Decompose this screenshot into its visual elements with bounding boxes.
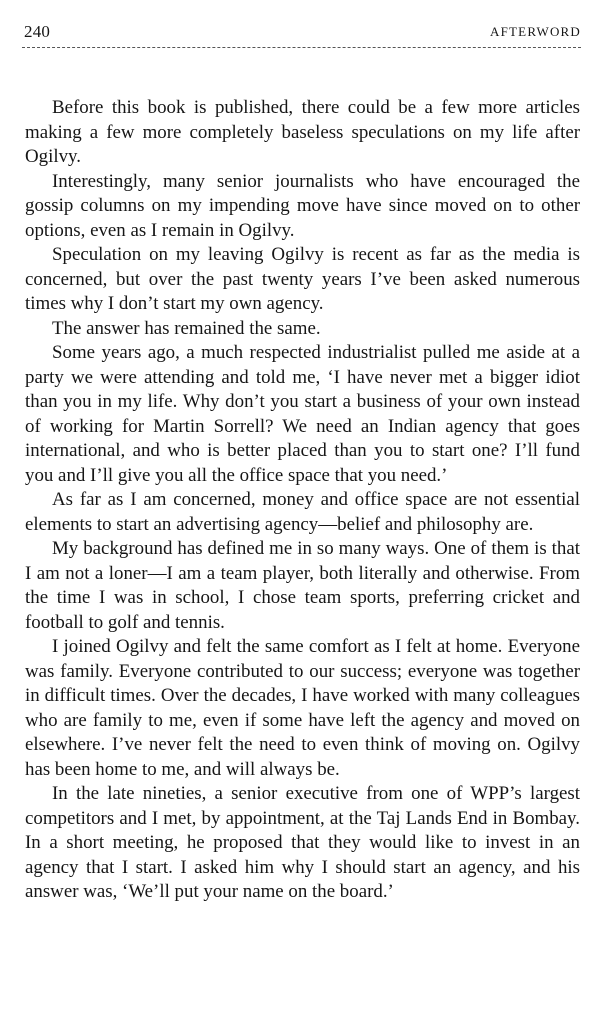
paragraph: Before this book is published, there could be a few more articles making a few more completely baseless speculations on my life after Ogilvy. [25,97,580,167]
paragraph: I joined Ogilvy and felt the same comfort as I felt at home. Everyone was family. Everyone contributed to our success; everyone was together in difficult times. Over the decades, I have worked with many colleagues who are family to me, even if some have left the agency and moved on elsewhere. I’ve never felt the need to even think of moving on. Ogilvy has been home to me, and will always be. [25,636,580,780]
paragraph: As far as I am concerned, money and office space are not essential elements to start an advertising agency—belief and philosophy are. [25,489,580,535]
paragraph: The answer has remained the same. [52,317,321,339]
paragraph: My background has defined me in so many ways. One of them is that I am not a loner—I am a team player, both literally and otherwise. From the time I was in school, I chose team sports, preferring cricket and football to golf and tennis. [25,538,580,633]
paragraph: Some years ago, a much respected industrialist pulled me aside at a party we were attending and told me, ‘I have never met a bigger idiot than you in my life. Why don’t you start a business of your own instead of working for Martin Sorrell? We need an Indian agency that goes international, and who is better placed than you to start one? I’ll fund you and I’ll give you all the office space that you need.’ [25,342,580,486]
paragraph: Interestingly, many senior journalists who have encouraged the gossip columns on my impending move have since moved on to other options, even as I remain in Ogilvy. [25,170,580,241]
page-header [24,22,581,44]
running-head: AFTERWORD [490,24,581,39]
page-number: 240 [24,22,51,41]
paragraph: In the late nineties, a senior executive from one of WPP’s largest competitors and I met, by appointment, at the Taj Lands End in Bombay. In a short meeting, he proposed that they would like to invest in an agency that I start. I asked him why I should start an agency, and his answer was, ‘We’ll put your name on the board.’ [25,783,580,902]
header-rule [22,47,581,48]
body-text [25,96,580,905]
paragraph: Speculation on my leaving Ogilvy is recent as far as the media is concerned, but over the past twenty years I’ve been asked numerous times why I don’t start my own agency. [25,244,580,314]
